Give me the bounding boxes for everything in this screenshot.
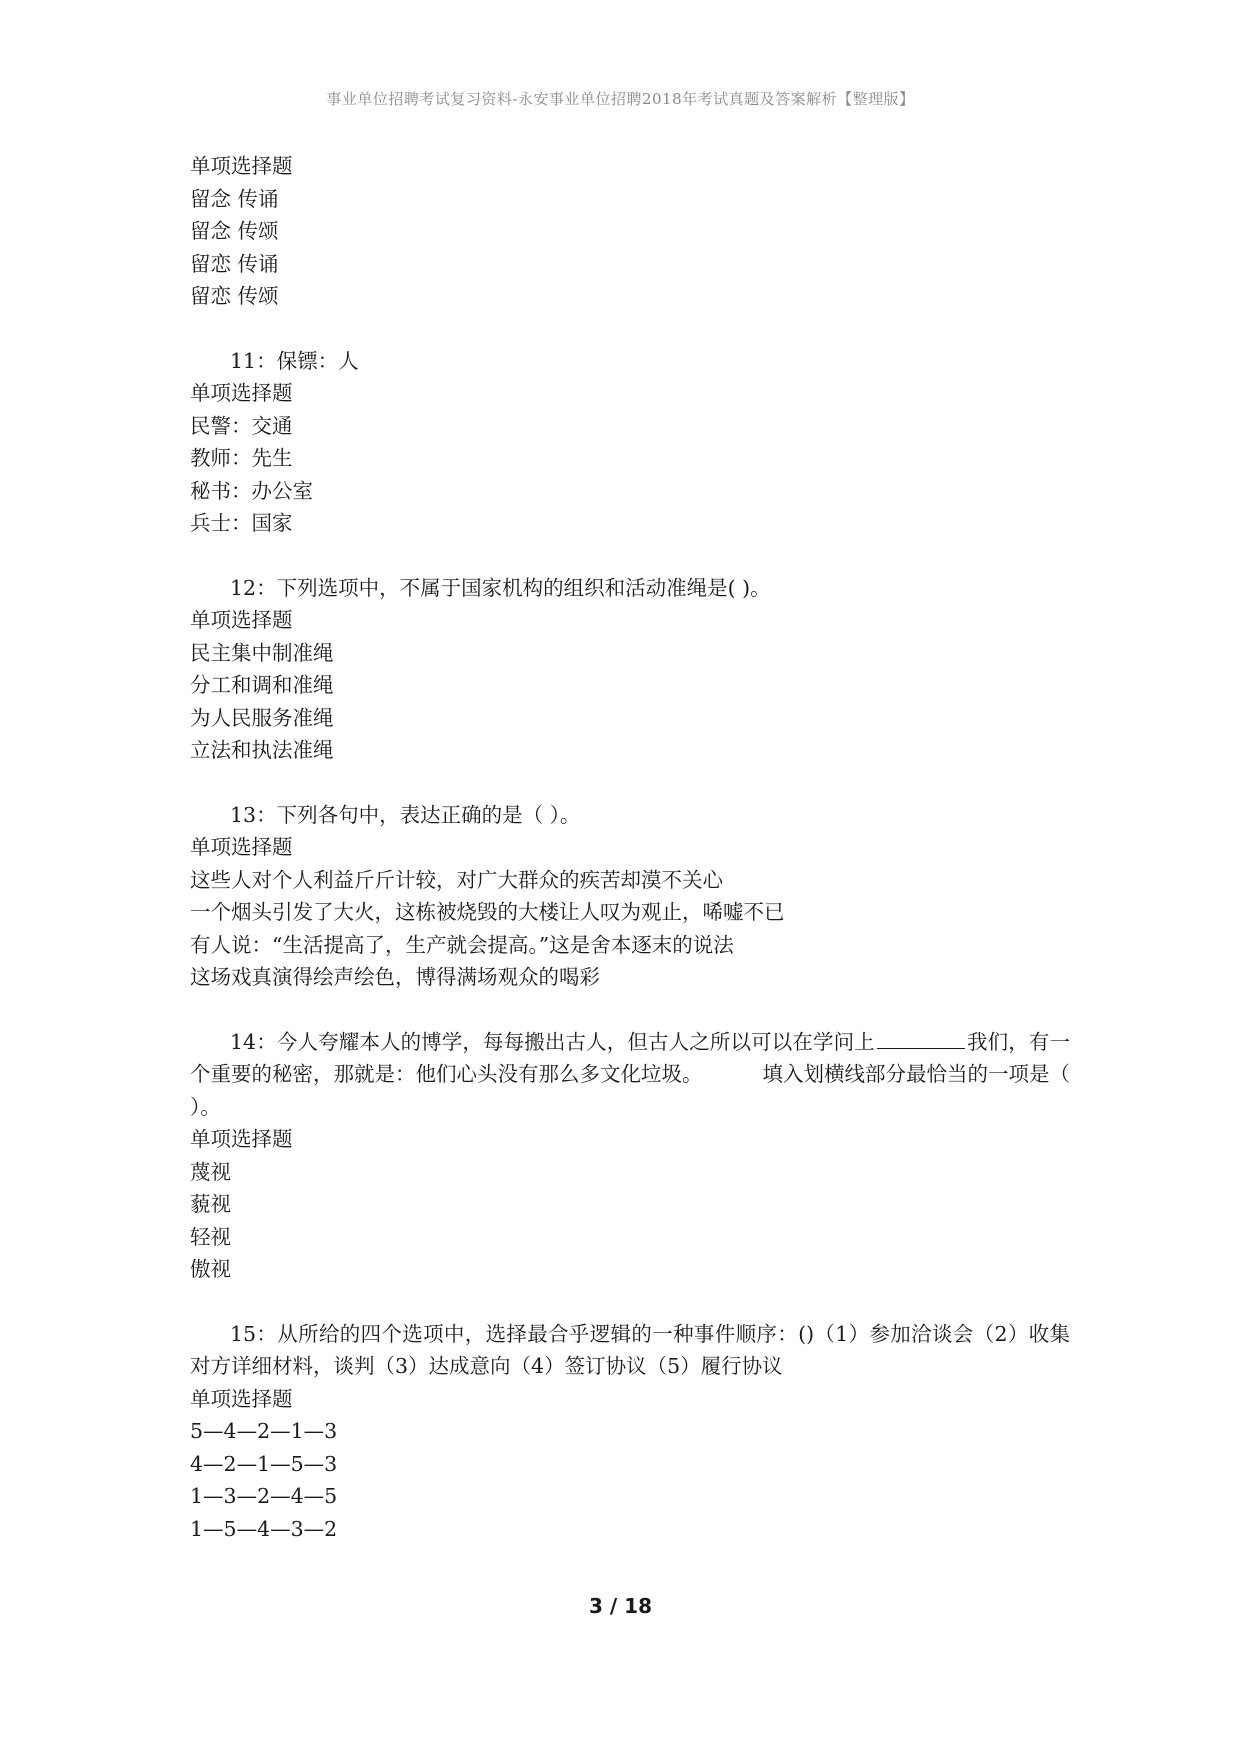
option: 蔑视	[190, 1159, 231, 1184]
option: 教师：先生	[190, 446, 293, 470]
stem-part: 我们，有一个重要的秘密，那就是：他们心头没有那么多文化垃圾。	[190, 1029, 1071, 1086]
option: 为人民服务准绳	[190, 705, 334, 730]
question-type: 单项选择题	[190, 1127, 293, 1151]
question-10-tail	[190, 150, 1070, 313]
question-type: 单项选择题	[190, 154, 293, 178]
question-stem	[190, 1026, 1070, 1124]
option: 这些人对个人利益斤斤计较，对广大群众的疾苦却漠不关心	[190, 867, 723, 892]
option: 留恋 传颂	[190, 284, 279, 308]
option: 秘书：办公室	[190, 478, 313, 503]
option: 这场戏真演得绘声绘色，博得满场观众的喝彩	[190, 965, 600, 989]
option: 1—5—4—3—2	[190, 1516, 338, 1541]
option: 兵士：国家	[190, 511, 293, 535]
question-type: 单项选择题	[190, 608, 293, 632]
option: 藐视	[190, 1192, 231, 1216]
option: 一个烟头引发了大火，这栋被烧毁的大楼让人叹为观止，唏嘘不已	[190, 900, 785, 924]
question-13	[190, 799, 1070, 994]
option: 5—4—2—1—3	[190, 1419, 338, 1443]
fill-in-blank	[877, 1028, 965, 1049]
question-stem: 11：保镖：人	[230, 348, 359, 373]
option: 分工和调和准绳	[190, 673, 334, 697]
question-14	[190, 1026, 1070, 1286]
option: 民警：交通	[190, 413, 293, 438]
document-body	[190, 150, 1070, 1577]
question-12	[190, 572, 1070, 767]
option: 留念 传诵	[190, 186, 279, 211]
question-type: 单项选择题	[190, 835, 293, 859]
option: 民主集中制准绳	[190, 640, 334, 665]
stem-part: 填入划横线部分最恰当的一项是（ ）。	[190, 1062, 1070, 1119]
option: 立法和执法准绳	[190, 738, 334, 762]
question-type: 单项选择题	[190, 381, 293, 405]
question-stem: 15：从所给的四个选项中，选择最合乎逻辑的一种事件顺序：()（1）参加洽谈会（2）收集对方详细材料，谈判（3）达成意向（4）签订协议（5）履行协议	[190, 1321, 1070, 1378]
question-stem: 13：下列各句中，表达正确的是（ ）。	[230, 802, 581, 827]
question-11	[190, 345, 1070, 540]
stem-part: 14：今人夸耀本人的博学，每每搬出古人，但古人之所以可以在学问上	[230, 1029, 875, 1054]
option: 轻视	[190, 1224, 231, 1249]
option: 有人说：“生活提高了，生产就会提高。”这是舍本逐末的说法	[190, 932, 734, 957]
option: 留念 传颂	[190, 219, 279, 243]
question-15	[190, 1318, 1070, 1546]
option: 留恋 传诵	[190, 251, 279, 276]
page-header: 事业单位招聘考试复习资料-永安事业单位招聘2018年考试真题及答案解析【整理版】	[326, 90, 915, 108]
question-type: 单项选择题	[190, 1386, 293, 1411]
page-number: 3 / 18	[589, 1594, 652, 1618]
option: 4—2—1—5—3	[190, 1451, 338, 1476]
option: 1—3—2—4—5	[190, 1484, 338, 1508]
question-stem: 12：下列选项中，不属于国家机构的组织和活动准绳是( )。	[230, 575, 771, 600]
option: 傲视	[190, 1257, 231, 1281]
